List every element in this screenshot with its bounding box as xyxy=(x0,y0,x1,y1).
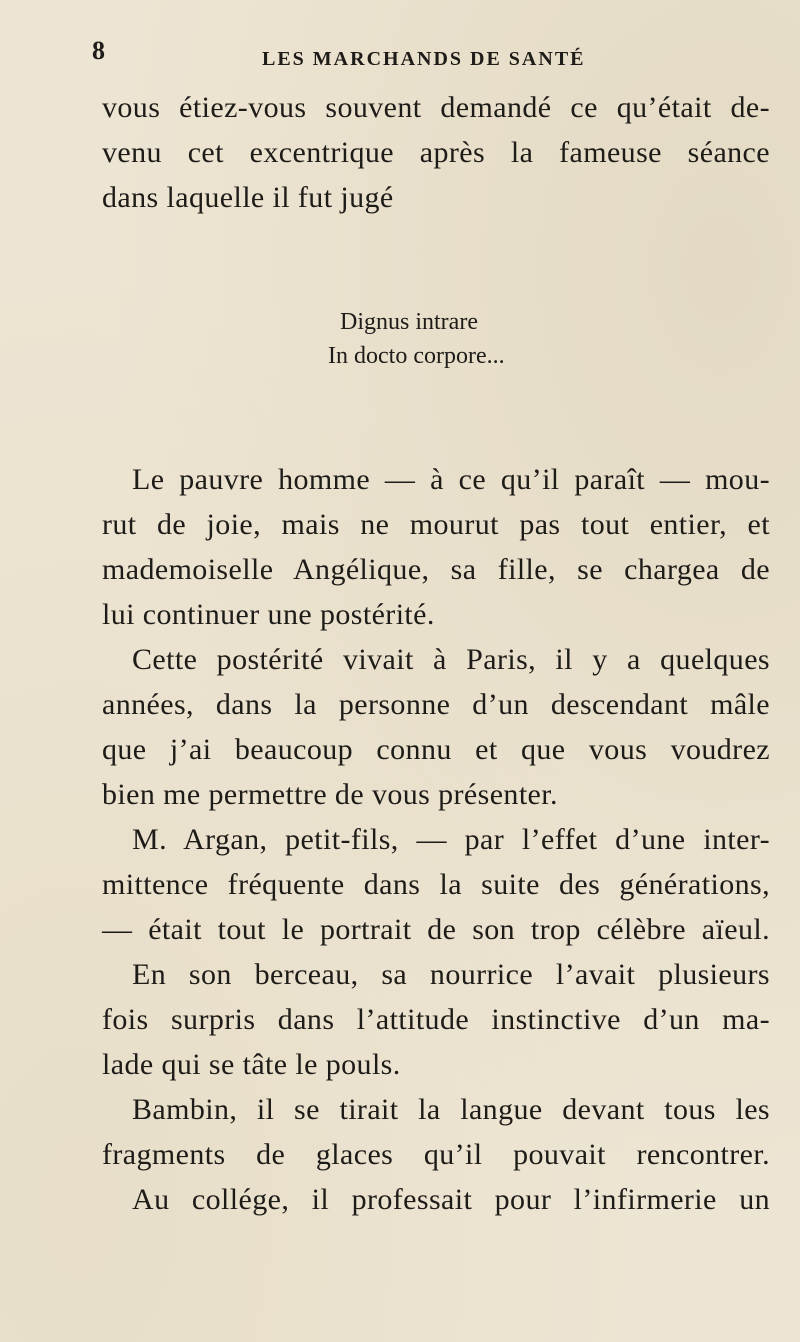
text-line: fois surpris dans l’attitude instinctive d’un ma- xyxy=(102,1003,770,1036)
text-line: fragments de glaces qu’il pouvait rencontrer. xyxy=(102,1138,770,1171)
text-line: bien me permettre de vous présenter. xyxy=(102,778,558,811)
verse-line: In docto corpore... xyxy=(328,343,505,369)
text-line: Cette postérité vivait à Paris, il y a quelques xyxy=(132,643,770,676)
text-line: Le pauvre homme — à ce qu’il paraît — mou- xyxy=(132,463,770,496)
text-line: mademoiselle Angélique, sa fille, se chargea de xyxy=(102,553,770,586)
text-line: Bambin, il se tirait la langue devant tous les xyxy=(132,1093,770,1126)
verse-line: Dignus intrare xyxy=(340,309,478,335)
text-line: années, dans la personne d’un descendant mâle xyxy=(102,688,770,721)
text-line: rut de joie, mais ne mourut pas tout entier, et xyxy=(102,508,770,541)
running-title: LES MARCHANDS DE SANTÉ xyxy=(262,48,586,70)
page-number: 8 xyxy=(92,36,105,65)
main-text xyxy=(102,457,770,1222)
latin-verse-quote xyxy=(328,305,505,373)
text-line: vous étiez-vous souvent demandé ce qu’était de- xyxy=(102,91,770,124)
text-line: En son berceau, sa nourrice l’avait plusieurs xyxy=(132,958,770,991)
text-line: M. Argan, petit-fils, — par l’effet d’une inter- xyxy=(132,823,770,856)
text-line: — était tout le portrait de son trop célèbre aïeul. xyxy=(102,913,770,946)
text-line: dans laquelle il fut jugé xyxy=(102,181,394,214)
text-line: venu cet excentrique après la fameuse séance xyxy=(102,136,770,169)
opening-paragraph xyxy=(102,85,770,220)
text-line: que j’ai beaucoup connu et que vous voudrez xyxy=(102,733,770,766)
text-line: lui continuer une postérité. xyxy=(102,598,435,631)
text-line: mittence fréquente dans la suite des générations, xyxy=(102,868,770,901)
text-line: lade qui se tâte le pouls. xyxy=(102,1048,401,1081)
text-line: Au collége, il professait pour l’infirmerie un xyxy=(132,1183,770,1216)
